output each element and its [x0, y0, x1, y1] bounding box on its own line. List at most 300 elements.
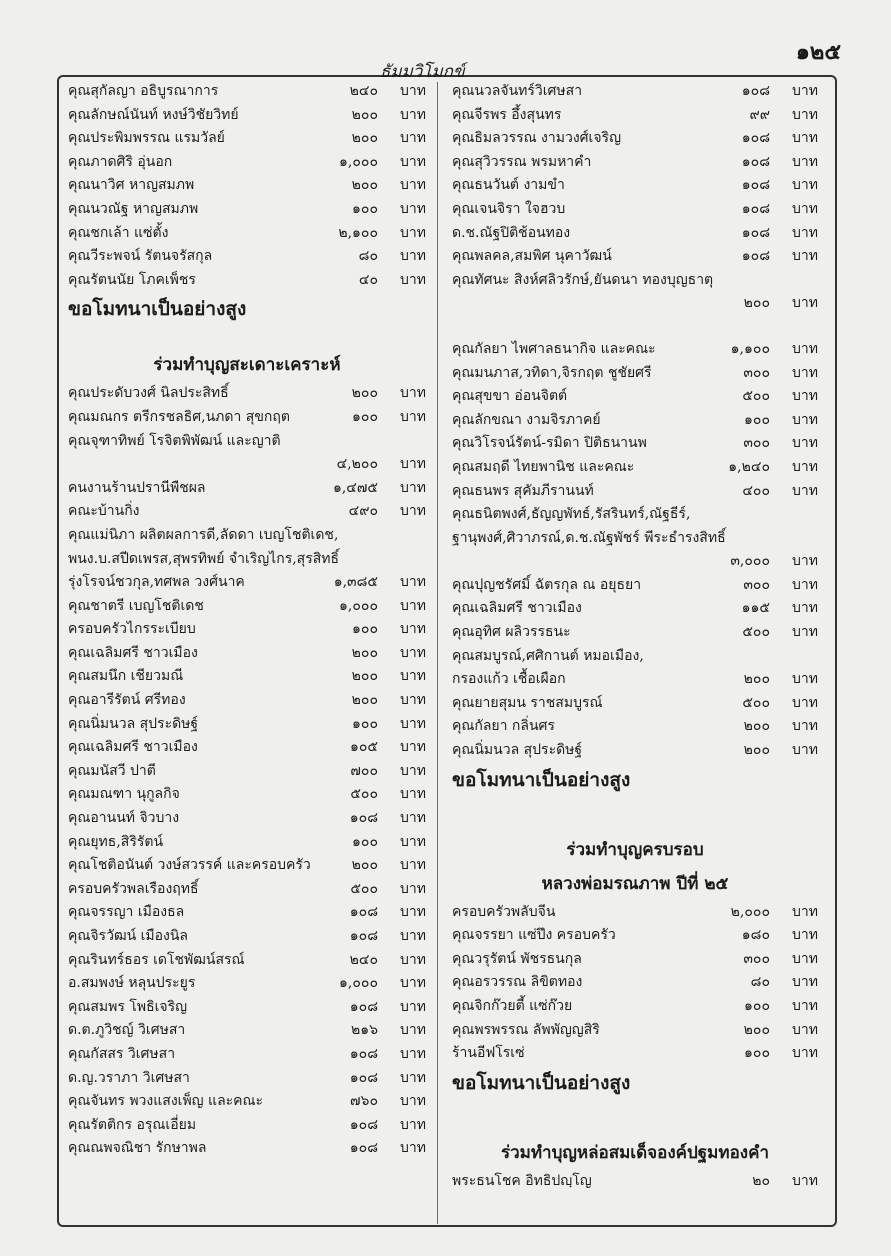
donor-row — [68, 269, 426, 293]
donor-row — [68, 524, 426, 548]
currency-unit: บาท — [400, 786, 426, 803]
donation-amount: ๒๐๐ — [351, 385, 378, 402]
donor-row — [452, 338, 818, 362]
donor-row — [452, 127, 818, 151]
donation-amount: ๑๐๕ — [349, 739, 378, 756]
currency-unit: บาท — [400, 479, 426, 496]
donation-amount: ๑๐๐ — [352, 833, 378, 850]
donor-row — [452, 409, 818, 433]
donor-row — [68, 382, 426, 406]
currency-unit: บาท — [400, 1093, 426, 1110]
donor-name: คุณมณกร ตรีกรชลธิศ,นภดา สุขกฤต — [68, 408, 290, 425]
donor-name: คุณสุวิวรรณ พรมหาคำ — [452, 153, 592, 170]
currency-unit: บาท — [400, 200, 426, 217]
section-heading: ร่วมทำบุญครบรอบ — [566, 839, 704, 860]
donor-row — [68, 642, 426, 666]
donation-amount: ๕๐๐ — [742, 388, 770, 405]
donor-name: ด.ช.ณัฐปิติช้อนทอง — [452, 224, 571, 241]
donor-row — [452, 456, 818, 480]
donor-name: คุณธนพร สุคัมภีรานนท์ — [452, 482, 594, 499]
donor-name: คุณกัสสร วิเศษสา — [68, 1045, 176, 1062]
donor-name: คุณจิรวัฒน์ เมืองนิล — [68, 928, 189, 944]
donor-name: กรองแก้ว เชื้อเผือก — [452, 671, 566, 688]
donation-amount: ๑๐๘ — [349, 1045, 378, 1062]
donation-amount: ๑๐๘ — [741, 248, 770, 265]
currency-unit: บาท — [792, 1045, 818, 1062]
currency-unit: บาท — [792, 295, 818, 312]
donor-row — [452, 621, 818, 645]
donor-name: คุณจุฑาทิพย์ โรจิตพิพัฒน์ และญาติ — [68, 432, 281, 449]
donor-name: พนง.บ.สปีดเพรส,สุพรทิพย์ จำเริญไกร,สุรสิทธิ์ — [68, 550, 340, 567]
donation-amount: ๗๖๐ — [350, 1093, 378, 1110]
donation-amount: ๒๑๖ — [350, 1022, 378, 1039]
donor-row — [452, 597, 818, 621]
donation-amount: ๒๐๐ — [351, 106, 378, 123]
currency-unit: บาท — [792, 153, 818, 170]
donor-name: คุณลักขณา งามจิรภาคย์ — [452, 411, 601, 428]
donor-row — [68, 548, 426, 572]
donation-amount: ๑๐๘ — [349, 928, 378, 944]
donor-name: คุณอานนท์ จิวบาง — [68, 810, 180, 827]
currency-unit: บาท — [400, 224, 426, 241]
donor-name: คุณประพิมพรรณ แรมวัลย์ — [68, 130, 225, 147]
right-column — [452, 80, 818, 1193]
donor-row — [68, 500, 426, 524]
donation-amount: ๑๐๘ — [349, 998, 378, 1015]
currency-unit: บาท — [792, 998, 818, 1014]
donor-row — [68, 618, 426, 642]
donation-amount: ๑๐๐ — [744, 1045, 770, 1062]
donor-row — [452, 527, 818, 551]
currency-unit: บาท — [400, 810, 426, 827]
donation-amount: ๒๐๐ — [743, 295, 770, 312]
currency-unit: บาท — [400, 1045, 426, 1062]
donation-amount: ๔๐๐ — [742, 482, 770, 499]
left-column — [68, 80, 426, 1161]
donation-amount: ๑๐๘ — [349, 1116, 378, 1133]
donor-name: คุณจรรญา เมืองธล — [68, 904, 185, 921]
donation-amount: ๑๐๘ — [349, 1069, 378, 1086]
donation-amount: ๘๐ — [358, 248, 378, 265]
donation-amount: ๕๐๐ — [742, 624, 770, 641]
currency-unit: บาท — [400, 951, 426, 968]
currency-unit: บาท — [400, 762, 426, 779]
currency-unit: บาท — [400, 574, 426, 591]
donor-name: คุณสุขขา อ่อนจิตต์ — [452, 388, 568, 405]
donor-row — [68, 713, 426, 737]
donor-row — [68, 760, 426, 784]
donation-amount: ๒,๐๐๐ — [730, 903, 770, 920]
donation-amount: ๑๐๐ — [744, 998, 770, 1014]
currency-unit: บาท — [792, 1172, 818, 1189]
currency-unit: บาท — [792, 624, 818, 641]
donor-name: คุณสมฤดี ไทยพานิช และคณะ — [452, 458, 635, 475]
donor-name: คุณกัลยา กลิ่นศร — [452, 718, 555, 735]
currency-unit: บาท — [400, 739, 426, 756]
donor-row — [68, 1043, 426, 1067]
donor-name: คุณวีระพจน์ รัตนจรัสกุล — [68, 248, 213, 265]
donor-name: คุณจรรยา แซ่ปึง ครอบครัว — [452, 927, 616, 944]
donor-name: คุณวรุรัตน์ พัชรธนกุล — [452, 950, 582, 967]
donor-row — [452, 715, 818, 739]
currency-unit: บาท — [400, 668, 426, 685]
currency-unit: บาท — [400, 621, 426, 638]
donor-name: คุณพรพรรณ ลัพพัญญสิริ — [452, 1021, 600, 1038]
donor-name: คุณนิ่มนวล สุประดิษฐ์ — [68, 715, 199, 732]
donor-row — [68, 1067, 426, 1091]
currency-unit: บาท — [792, 224, 818, 241]
donation-amount: ๓๐๐ — [743, 364, 770, 381]
donor-row — [452, 1042, 818, 1066]
donor-name: คณะบ้านกิ่ง — [68, 503, 140, 520]
donor-row — [68, 878, 426, 902]
donor-row — [452, 1019, 818, 1043]
currency-unit: บาท — [400, 153, 426, 170]
donor-row — [452, 80, 818, 104]
currency-unit: บาท — [792, 974, 818, 991]
donor-name: คุณธนวันต์ งามขำ — [452, 177, 565, 194]
currency-unit: บาท — [792, 718, 818, 735]
donation-amount: ๕๐๐ — [350, 786, 378, 803]
donor-name: คุณโชติอนันต์ วงษ์สวรรค์ และครอบครัว — [68, 857, 311, 874]
donation-amount: ๒๔๐ — [349, 951, 378, 968]
donation-amount: ๔,๒๐๐ — [336, 456, 378, 473]
donor-name: คุณอารีรัตน์ ศรีทอง — [68, 692, 186, 709]
currency-unit: บาท — [792, 364, 818, 381]
currency-unit: บาท — [792, 435, 818, 452]
donation-amount: ๑,๐๐๐ — [339, 153, 378, 170]
donation-amount: ๑๐๐ — [352, 715, 378, 732]
donor-row — [452, 174, 818, 198]
donor-name: ครอบครัวไกรระเบียบ — [68, 621, 196, 638]
donor-name: คุณกัลยา ไพศาลธนากิจ และคณะ — [452, 340, 656, 357]
currency-unit: บาท — [400, 1069, 426, 1086]
section-heading: หลวงพ่อมรณภาพ ปีที่ ๒๕ — [541, 873, 729, 894]
currency-unit: บาท — [792, 340, 818, 357]
donor-name: คุณจิกก๊วยตี้ แซ่ก๊วย — [452, 998, 573, 1014]
currency-unit: บาท — [400, 880, 426, 897]
donor-row — [68, 595, 426, 619]
currency-unit: บาท — [792, 927, 818, 944]
donation-amount: ๕๐๐ — [742, 694, 770, 711]
donor-name: คุณเจนจิรา ใจฮวบ — [452, 200, 566, 217]
donor-row — [68, 1137, 426, 1161]
currency-unit: บาท — [400, 1116, 426, 1133]
donor-row — [452, 292, 818, 316]
donor-name: คุณภาดศิริ อุ่นอก — [68, 153, 173, 170]
donor-row — [452, 432, 818, 456]
donor-name: คุณพลคล,สมพิศ นุคาวัฒน์ — [452, 248, 612, 265]
currency-unit: บาท — [792, 83, 818, 99]
currency-unit: บาท — [792, 600, 818, 617]
donor-row — [68, 104, 426, 128]
donation-amount: ๑๐๘ — [741, 224, 770, 241]
donor-name: คุณประดับวงศ์ นิลประสิทธิ์ — [68, 385, 229, 402]
currency-unit: บาท — [400, 456, 426, 473]
donation-amount: ๑,๒๔๐ — [728, 458, 770, 475]
currency-unit: บาท — [400, 271, 426, 288]
donor-row — [68, 222, 426, 246]
donor-name: ร้านอีฟโรเซ่ — [452, 1045, 525, 1062]
donor-row — [452, 550, 818, 574]
donor-row — [68, 807, 426, 831]
donor-row — [452, 971, 818, 995]
section-heading: ขอโมทนาเป็นอย่างสูง — [68, 298, 247, 321]
donation-amount: ๑,๑๐๐ — [730, 340, 770, 357]
donation-amount: ๒๐๐ — [743, 742, 770, 759]
donation-amount: ๑๐๐ — [744, 411, 770, 428]
donor-row — [68, 1114, 426, 1138]
donor-name: คุณอุทิศ ผลิวรรธนะ — [452, 624, 571, 641]
donation-amount: ๓๐๐ — [743, 576, 770, 593]
currency-unit: บาท — [792, 742, 818, 759]
donor-name: ด.ต.ภูวิชญ์ วิเศษสา — [68, 1022, 186, 1039]
currency-unit: บาท — [400, 248, 426, 265]
donor-row — [452, 245, 818, 269]
donor-name: คุณนวณัฐ หาญสมภพ — [68, 200, 199, 217]
donor-name: ครอบครัวพลับจีน — [452, 903, 556, 920]
donation-amount: ๒๐๐ — [743, 718, 770, 735]
donor-row — [452, 901, 818, 925]
donor-row — [68, 831, 426, 855]
donation-amount: ๓,๐๐๐ — [730, 553, 770, 570]
donor-name: คุณเฉลิมศรี ชาวเมือง — [452, 600, 582, 617]
currency-unit: บาท — [400, 692, 426, 709]
currency-unit: บาท — [792, 903, 818, 920]
donation-amount: ๑๐๘ — [349, 1140, 378, 1157]
donor-name: คุณเฉลิมศรี ชาวเมือง — [68, 644, 198, 661]
donation-amount: ๑๑๕ — [741, 600, 770, 617]
currency-unit: บาท — [792, 200, 818, 217]
donor-name: คุณชกเล้า แซ่ตั้ง — [68, 224, 169, 241]
currency-unit: บาท — [792, 694, 818, 711]
donor-row — [452, 995, 818, 1019]
donor-row — [68, 127, 426, 151]
donor-row — [452, 104, 818, 128]
donor-row — [68, 689, 426, 713]
donor-row — [68, 453, 426, 477]
donor-row — [452, 692, 818, 716]
donor-row — [68, 198, 426, 222]
donation-amount: ๑๘๐ — [741, 927, 770, 944]
donation-amount: ๒๐๐ — [351, 644, 378, 661]
donor-row — [452, 151, 818, 175]
currency-unit: บาท — [400, 1140, 426, 1157]
donor-name: คุณนิ่มนวล สุประดิษฐ์ — [452, 742, 583, 759]
spacer — [452, 316, 818, 338]
donation-amount: ๔๙๐ — [348, 503, 378, 520]
currency-unit: บาท — [792, 106, 818, 123]
section-heading: ร่วมทำบุญหล่อสมเด็จองค์ปฐมทองคำ — [500, 1142, 770, 1163]
donation-amount: ๑๐๘ — [741, 83, 770, 99]
currency-unit: บาท — [400, 928, 426, 944]
donor-name: คุณรัตติกร อรุณเอี่ยม — [68, 1116, 197, 1133]
donor-name: คุณทัศนะ สิงห์ศลิวรักษ์,ยันดนา ทองบุญธาตุ — [452, 271, 714, 288]
donor-name: คุณอรวรรณ ลิขิตทอง — [452, 974, 583, 991]
currency-unit: บาท — [792, 411, 818, 428]
donation-amount: ๓๐๐ — [743, 950, 770, 967]
donor-name: คุณมณฑา นุกูลกิจ — [68, 786, 180, 803]
currency-unit: บาท — [400, 857, 426, 874]
running-header: ธัมมวิโมกข์ — [380, 62, 465, 82]
donor-name: อ.สมพงษ์ หลุนประยูร — [68, 975, 196, 992]
currency-unit: บาท — [400, 597, 426, 614]
currency-unit: บาท — [792, 177, 818, 194]
donor-name: คุณรินทร์ธอร เดโชพัฒน์สรณ์ — [68, 951, 245, 968]
donor-name: คุณมนัสวี ปาตี — [68, 762, 156, 779]
donor-row — [68, 972, 426, 996]
donor-row — [68, 996, 426, 1020]
donor-row — [452, 222, 818, 246]
donation-amount: ๑๐๘ — [741, 177, 770, 194]
currency-unit: บาท — [792, 553, 818, 570]
donor-name: คุณสมพร โพธิเจริญ — [68, 998, 188, 1015]
currency-unit: บาท — [400, 83, 426, 99]
donor-name: คุณธนิตพงศ์,ธัญญพัทธ์,รัสรินทร์,ณัฐธีร์, — [452, 506, 691, 523]
currency-unit: บาท — [400, 177, 426, 194]
donor-name: คุณแม่นิภา ผลิตผลการดี,ลัดดา เบญโชติเดช, — [68, 526, 339, 543]
donation-amount: ๒๐๐ — [743, 1021, 770, 1038]
donor-name: ด.ญ.วราภา วิเศษสา — [68, 1069, 190, 1086]
currency-unit: บาท — [792, 130, 818, 147]
donor-name: คุณสุกัลญา อธิบูรณาการ — [68, 83, 219, 99]
currency-unit: บาท — [792, 1021, 818, 1038]
currency-unit: บาท — [792, 458, 818, 475]
currency-unit: บาท — [792, 671, 818, 688]
donor-row — [452, 645, 818, 669]
donor-name: คุณยุทธ,สิริรัตน์ — [68, 833, 164, 850]
currency-unit: บาท — [792, 248, 818, 265]
donor-row — [68, 430, 426, 454]
donation-amount: ๑,๐๐๐ — [339, 597, 378, 614]
donor-name: คุณจันทร พวงแสงเพ็ญ และคณะ — [68, 1093, 264, 1110]
donor-row — [68, 1019, 426, 1043]
donation-amount: ๘๐ — [750, 974, 770, 991]
donor-name: คุณเฉลิมศรี ชาวเมือง — [68, 739, 198, 756]
currency-unit: บาท — [400, 130, 426, 147]
donor-name: คุณณพจณิชา รักษาพล — [68, 1140, 207, 1157]
donation-amount: ๒๐๐ — [351, 130, 378, 147]
donor-name: พระธนโชค อิทธิปญฺโญ — [452, 1172, 592, 1189]
donation-amount: ๑๐๘ — [349, 810, 378, 827]
currency-unit: บาท — [400, 1022, 426, 1039]
currency-unit: บาท — [400, 904, 426, 921]
donor-row — [452, 480, 818, 504]
donor-row — [452, 503, 818, 527]
column-divider — [437, 82, 438, 1224]
donation-amount: ๑๐๘ — [741, 130, 770, 147]
currency-unit: บาท — [400, 998, 426, 1015]
currency-unit: บาท — [400, 106, 426, 123]
currency-unit: บาท — [792, 576, 818, 593]
donor-name: คุณยายสุมน ราชสมบูรณ์ — [452, 694, 603, 711]
donor-row — [68, 783, 426, 807]
donor-name: คุณรัตนนัย โภคเพ็ชร — [68, 271, 196, 288]
donation-amount: ๒,๑๐๐ — [338, 224, 378, 241]
donor-row — [452, 924, 818, 948]
donation-amount: ๒๔๐ — [349, 83, 378, 99]
donor-row — [68, 245, 426, 269]
donation-amount: ๑๐๐ — [352, 621, 378, 638]
donor-row — [452, 198, 818, 222]
donation-amount: ๙๙ — [749, 106, 770, 123]
donor-row — [452, 739, 818, 763]
donor-name: รุ่งโรจน์ชวกุล,ทศพล วงศ์นาค — [68, 574, 245, 591]
donation-amount: ๒๐ — [752, 1172, 770, 1189]
donor-row — [68, 925, 426, 949]
donation-amount: ๑๐๘ — [741, 200, 770, 217]
donor-row — [452, 668, 818, 692]
donor-name: คนงานร้านปรานีพืชผล — [68, 479, 206, 496]
currency-unit: บาท — [400, 408, 426, 425]
donor-row — [68, 736, 426, 760]
donation-amount: ๔๐ — [358, 271, 378, 288]
currency-unit: บาท — [400, 503, 426, 520]
donation-amount: ๗๐๐ — [350, 762, 378, 779]
donation-amount: ๑,๔๗๕ — [332, 479, 378, 496]
section-heading: ขอโมทนาเป็นอย่างสูง — [452, 768, 631, 791]
donor-name: คุณนาวิศ หาญสมภพ — [68, 177, 195, 194]
donor-name: คุณวิโรจน์รัตน์-รมิดา ปิติธนานพ — [452, 435, 647, 452]
currency-unit: บาท — [400, 975, 426, 992]
donor-row — [452, 574, 818, 598]
currency-unit: บาท — [792, 950, 818, 967]
donation-amount: ๑๐๐ — [352, 408, 378, 425]
donor-name: คุณชาตรี เบญโชติเดช — [68, 597, 204, 614]
donor-name: คุณจีรพร อึ้งสุนทร — [452, 106, 562, 123]
donor-name: คุณมนภาส,วทิดา,จิรกฤต ชูชัยศรี — [452, 364, 652, 381]
donor-row — [68, 80, 426, 104]
spacer — [452, 1100, 818, 1136]
donor-row — [452, 269, 818, 293]
donor-row — [452, 362, 818, 386]
currency-unit: บาท — [400, 833, 426, 850]
section-heading: ร่วมทำบุญสะเดาะเคราะห์ — [153, 355, 341, 376]
donor-row — [68, 477, 426, 501]
donor-row — [68, 854, 426, 878]
currency-unit: บาท — [400, 385, 426, 402]
donor-row — [68, 1090, 426, 1114]
donor-row — [452, 385, 818, 409]
spacer — [68, 326, 426, 348]
donor-name: คุณปุญชรัศมิ์ ฉัตรกุล ณ อยุธยา — [452, 576, 642, 593]
currency-unit: บาท — [400, 715, 426, 732]
donation-amount: ๑๐๘ — [349, 904, 378, 921]
donation-amount: ๒๐๐ — [351, 692, 378, 709]
donation-amount: ๒๐๐ — [351, 857, 378, 874]
donor-name: คุณธิมลวรรณ งามวงศ์เจริญ — [452, 130, 621, 147]
donor-row — [68, 901, 426, 925]
donor-row — [68, 151, 426, 175]
donor-row — [452, 948, 818, 972]
donor-name: ครอบครัวพลเรืองฤทธิ์ — [68, 880, 199, 897]
donor-name: คุณลักษณ์นันท์ หงษ์วิชัยวิทย์ — [68, 106, 239, 123]
donor-row — [452, 1170, 818, 1194]
donation-amount: ๑๐๘ — [741, 153, 770, 170]
donor-name: ฐานุพงศ์,ศิวาภรณ์,ด.ช.ณัฐพัชร์ พีระธำรงสิทธิ์ — [452, 529, 726, 546]
donation-amount: ๒๐๐ — [351, 177, 378, 194]
donor-row — [68, 406, 426, 430]
donor-name: คุณนวลจันทร์วิเศษสา — [452, 83, 583, 99]
donor-row — [68, 174, 426, 198]
section-heading: ขอโมทนาเป็นอย่างสูง — [452, 1071, 631, 1094]
donor-name: คุณสมนึก เชียวมณี — [68, 668, 184, 685]
donation-amount: ๓๐๐ — [743, 435, 770, 452]
donation-amount: ๒๐๐ — [743, 671, 770, 688]
currency-unit: บาท — [792, 482, 818, 499]
donor-name: คุณสมบูรณ์,ศศิกานต์ หมอเมือง, — [452, 647, 644, 664]
page-number: ๑๒๕ — [795, 39, 841, 65]
